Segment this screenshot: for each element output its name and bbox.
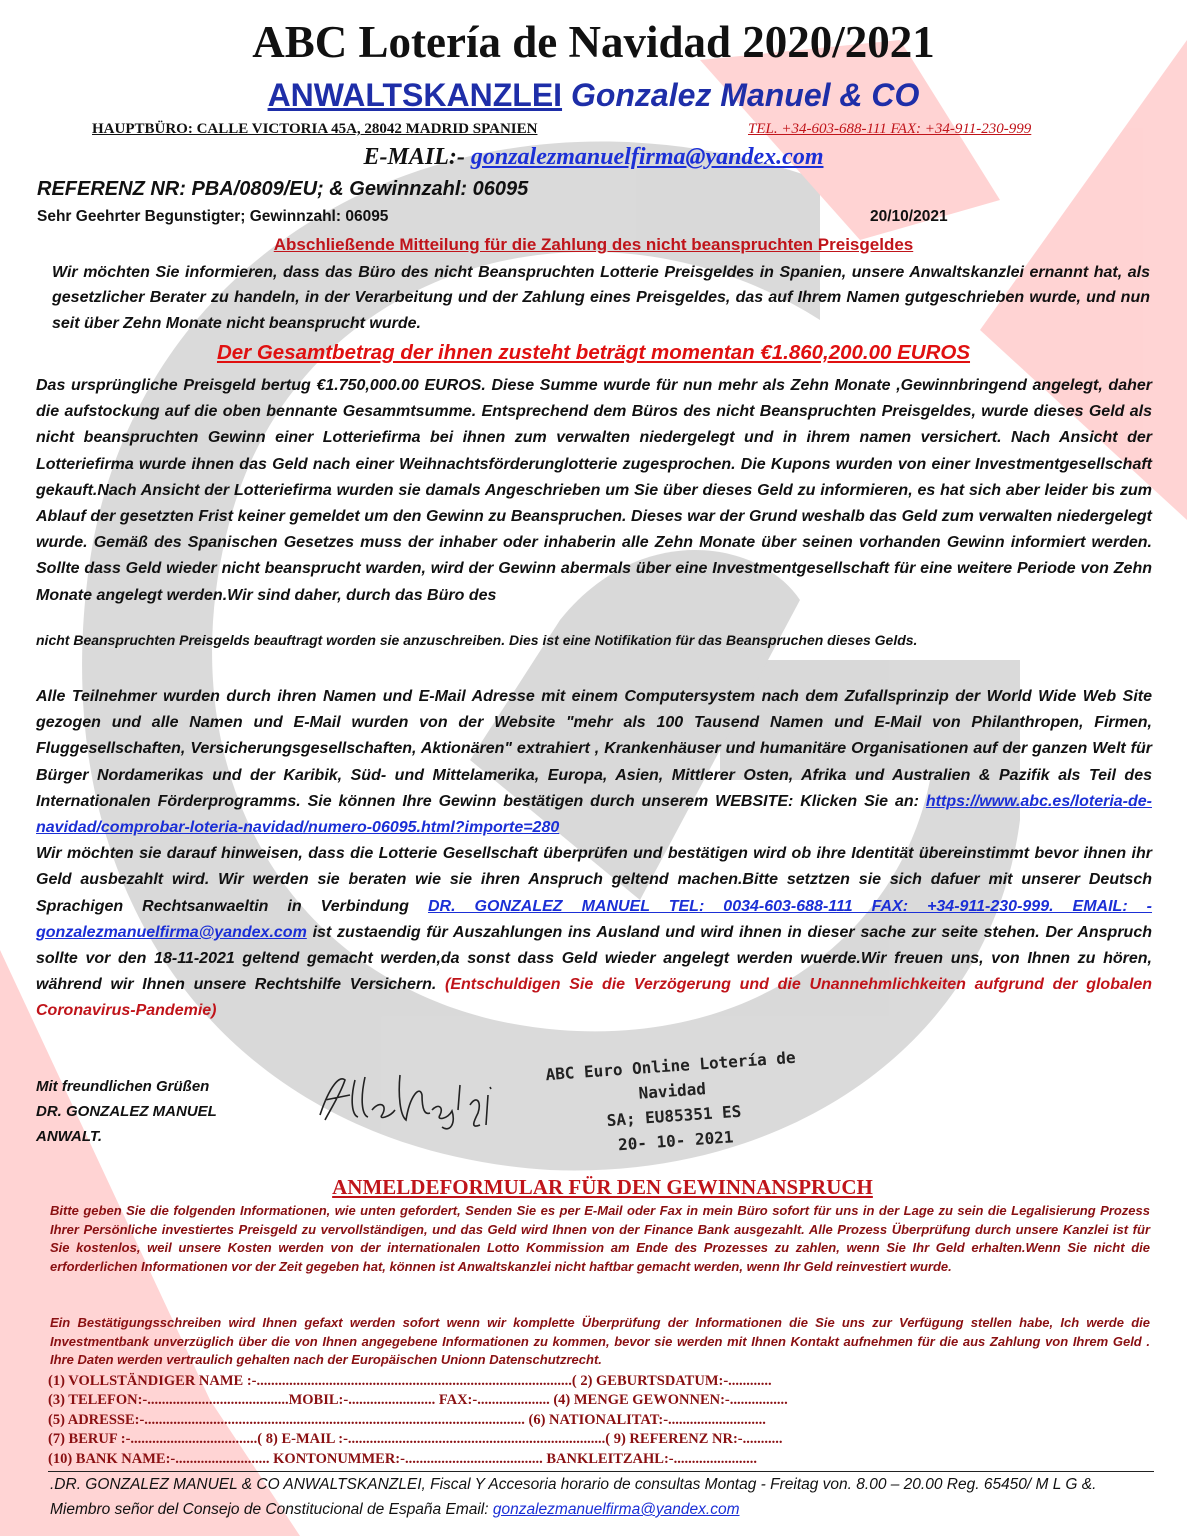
office-address: HAUPTBÜRO: CALLE VICTORIA 45A, 28042 MADRID SPANIEN bbox=[92, 121, 538, 137]
form-field-row[interactable]: (5) ADRESSE:-......................................................................................................... (6) NATIONALITAT:-........................... bbox=[48, 1411, 766, 1428]
footer-text: .DR. GONZALEZ MANUEL & CO ANWALTSKANZLEI, Fiscal Y Accesoria horario de consultas Montag - Freitag von. 8.00 – 20.00 Reg. 65450/ M L G &. Miembro señor del Consejo de Constitucional de España Email: bbox=[50, 1476, 1097, 1518]
total-amount: Der Gesamtbetrag der ihnen zusteht beträgt momentan €1.860,200.00 EUROS bbox=[216, 341, 971, 364]
stamp-line1: ABC Euro Online Lotería de Navidad bbox=[544, 1047, 797, 1103]
firm-name-part2: Gonzalez Manuel & CO bbox=[570, 77, 920, 113]
handwritten-signature bbox=[310, 1065, 510, 1135]
claim-form-instructions: Bitte geben Sie die folgenden Informationen, wie unten gefordert, Senden Sie es per E-Mail oder Fax in mein Büro sofort für uns in der Lage zu sein die Legalisierung Prozess Ihrer Persönliche investiertes Preisgeld zu vervollständigen, und das Geld wird Ihnen von der Finance Bank ausgezahlt. Alle Prozess Überprüfung durch unsere Kanzlei ist für Sie kostenlos, weil unsere Kosten werden von der internationalen Lotto Kommission am Ende des Prozesses zu zahlen, wenn Sie Ihr Geld erhalten.Wenn Sie nicht die erforderlichen Informationen vor der Zeit gegeben hat, können ist Anwaltskanzlei nicht haftbar gemacht werden, wenn Ihr Geld reinvestiert wurde. bbox=[50, 1203, 1150, 1274]
greeting: Sehr Geehrter Begunstigter; Gewinnzahl: 06095 bbox=[37, 208, 389, 225]
verification-text-a: Wir möchten sie darauf hinweisen, dass die Lotterie Gesellschaft überprüfen und bestätigen wird ob ihre Identität übereinstimmt bevor ihnen ihr Geld ausbezahlt wird. Wir werden sie beraten wie sie ihren Anspruch geltend machen.Bitte setztzen sie sich dafuer mit unserer Deutsch Sprachigen Rechtsanwaeltin in Verbindung bbox=[36, 845, 1152, 915]
letter-date: 20/10/2021 bbox=[870, 208, 948, 225]
firm-name-part1: ANWALTSKANZLEI bbox=[267, 77, 563, 113]
footer-email-link[interactable]: gonzalezmanuelfirma@yandex.com bbox=[492, 1501, 740, 1518]
claim-form-title: ANMELDEFORMULAR FÜR DEN GEWINNANSPRUCH bbox=[332, 1175, 873, 1199]
firm-name bbox=[0, 76, 1187, 114]
header-email-line bbox=[0, 142, 1187, 172]
subject-line: Abschließende Mitteilung für die Zahlung des nicht beanspruchten Preisgeldes bbox=[273, 235, 914, 254]
paragraph-original-prize: Das ursprüngliche Preisgeld bertug €1.750,000.00 EUROS. Diese Summe wurde für nun mehr als Zehn Monate ,Gewinnbringend angelegt, daher die aufstockung auf die oben bennante Gesammtsumme. Entsprechend dem Büros des nicht Beanspruchten Preisgeldes, wurde dieses Geld als nicht beanspruchten Gewinn einer Lotteriefirma bei ihnen zum verwalten niedergelegt und in ihrem namen versichert. Nach Ansicht der Lotteriefirma wurde ihnen das Geld nach einer Weihnachtsförderunglotterie zugesprochen. Die Kupons wurden von einer Investmentgesellschaft gekauft.Nach Ansicht der Lotteriefirma wurden sie damals Angeschrieben um Sie über dieses Geld zu informieren, es hat sich aber leider bis zum Ablauf der gesetzten Frist keiner gemeldet um den Gewinn zu Beanspruchen. Dieses war der Grund weshalb das Geld zum verwalten niedergelegt wurde. Gemäß des Spanischen Gesetzes muss der inhaber oder inhaberin alle Zehn Monate über seinen vorhanden Gewinn informiert werden. Sollte dass Geld wieder nicht beansprucht warden, wird der Gewinn abermals über eine Investmentgesellschaft für eine weitere Periode von Zehn Monate angelegt werden.Wir sind daher, durch das Büro des bbox=[36, 377, 1152, 604]
form-field-row[interactable]: (7) BERUF :-...................................( 8) E-MAIL :-.......................................................................( 9) REFERENZ NR:-........... bbox=[48, 1431, 783, 1448]
apology-text: (Entschuldigen Sie die Verzögerung und die Unannehmlichkeiten aufgrund der globalen Coronavirus-Pandemie) bbox=[36, 976, 1152, 1020]
form-field-row[interactable]: (1) VOLLSTÄNDIGER NAME :-.......................................................................................( 2) GEBURTSDATUM:-............ bbox=[48, 1373, 772, 1389]
email-label: E-MAIL:- bbox=[363, 144, 465, 170]
company-stamp bbox=[520, 1043, 826, 1164]
form-field-row[interactable]: (10) BANK NAME:-.......................... KONTONUMMER:-...................................... BANKLEITZAHL:-....................... bbox=[48, 1450, 758, 1467]
website-link[interactable]: https://www.abc.es/loteria-de-navidad/comprobar-loteria-navidad/numero-06095.html?importe=280 bbox=[36, 792, 1152, 837]
signoff-title: ANWALT. bbox=[36, 1128, 103, 1145]
stamp-line2: SA; EU85351 ES bbox=[606, 1101, 742, 1131]
participants-text: Alle Teilnehmer wurden durch ihren Namen und E-Mail Adresse mit einem Computersystem nach dem Zufallsprinzip der World Wide Web Site gezogen und alle Namen und E-Mail wurden von der Website "mehr als 100 Tausend Namen und E-Mail von Philanthropen, Firmen, Fluggesellschaften, Versicherungsgesellschaften, Aktionären" extrahiert , Krankenhäuser und humanitäre Organisationen auf der ganzen Welt für Bürger Nordamerikas und der Karibik, Süd- und Mittelamerika, Europa, Asien, Mittlerer Osten, Afrika und Australien & Pazifik als Teil des Internationalen Förderprogramms. Sie können Ihre Gewinn bestätigen durch unserem WEBSITE: Klicken Sie an: bbox=[36, 688, 1152, 810]
signoff-name: DR. GONZALEZ MANUEL bbox=[36, 1103, 217, 1120]
stamp-line3: 20- 10- 2021 bbox=[617, 1127, 735, 1155]
verification-text-b: ist zustaendig für Auszahlungen ins Ausland und wird ihnen in dieser sache zur seite stehen. Der Anspruch sollte vor den 18-11-2021 geltend gemacht werden,da sonst dass Geld wieder angelegt werden wuerde.Wir freuen uns, von Ihnen zu hören, während wir Ihnen unsere Rechtshilfe Versichern. bbox=[36, 923, 1152, 994]
form-field-row[interactable]: (3) TELEFON:-.......................................MOBIL:-........................ FAX:-.................... (4) MENGE GEWONNEN:-................ bbox=[48, 1392, 788, 1409]
paragraph-notification: nicht Beanspruchten Preisgelds beauftragt worden sie anzuschreiben. Dies ist eine Notifikation für das Beanspruchen dieses Gelds. bbox=[36, 632, 918, 648]
office-phone-fax: TEL. +34-603-688-111 FAX: +34-911-230-999 bbox=[748, 121, 1032, 137]
reference-number: REFERENZ NR: PBA/0809/EU; & Gewinnzahl: 06095 bbox=[37, 178, 529, 200]
signoff-block bbox=[36, 1074, 217, 1149]
claim-form-fields bbox=[48, 1372, 788, 1469]
page-title: ABC Lotería de Navidad 2020/2021 bbox=[252, 17, 935, 67]
claim-form-confirmation: Ein Bestätigungsschreiben wird Ihnen gefaxt werden sofort wenn wir komplette Überprüfung der Informationen die Sie uns zur Verfügung stellen habe, Ich werde die Investmentbank unverzüglich über die von Ihnen angegebene Informationen zu kommen, bevor sie werden mit Ihnen Kontakt aufnehmen für die aus Zahlung von Ihrem Geld . Ihre Daten werden vertraulich gehalten nach der Europäischen Unionn Datenschutzrecht. bbox=[50, 1315, 1150, 1368]
header-email-link[interactable]: gonzalezmanuelfirma@yandex.com bbox=[470, 144, 824, 170]
signoff-greeting: Mit freundlichen Grüßen bbox=[36, 1078, 210, 1095]
intro-paragraph: Wir möchten Sie informieren, dass das Büro des nicht Beanspruchten Lotterie Preisgeldes in Spanien, unsere Anwaltskanzlei ernannt hat, als gesetzlicher Berater zu handeln, in der Verarbeitung und der Zahlung eines Preisgeldes, das auf Ihrem Namen gutgeschrieben wurde, und nun seit über Zehn Monate nicht beansprucht wurde. bbox=[52, 264, 1150, 332]
footer bbox=[50, 1472, 1160, 1522]
lawyer-contact-link[interactable]: DR. GONZALEZ MANUEL TEL: 0034-603-688-111 FAX: +34-911-230-999. EMAIL: - gonzalezmanuelfirma@yandex.com bbox=[36, 897, 1153, 941]
paragraph-participants bbox=[36, 684, 1152, 1025]
